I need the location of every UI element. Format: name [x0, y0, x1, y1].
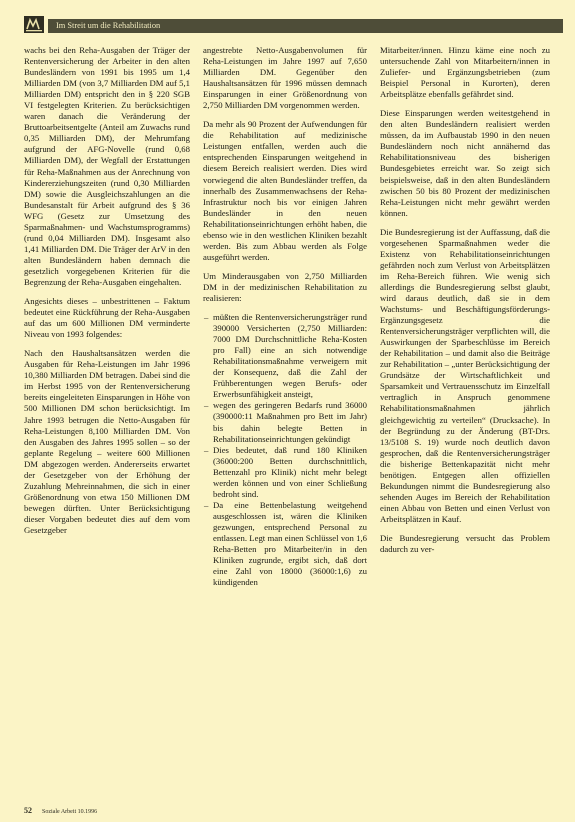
paragraph: Um Minderausgaben von 2,750 Milliarden DM in der medizinischen Rehabilitation zu realisieren: [203, 270, 367, 303]
paragraph: Nach den Haushaltsansätzen werden die Ausgaben für Reha-Leistungen im Jahr 1996 10,380 Milliarden DM betragen. Dabei sind die im Herbst 1995 von der Rentenversicherung bereits eingeleiteten Einsparungen in Höhe von 500 Millionen DM schon berücksichtigt. Im Jahre 1993 betrugen die Netto-Ausgaben für Reha-Leistungen 8,100 Milliarden DM. Von den Ausgaben des Jahres 1995 sollen – so der geplante Regelung – weitere 600 Millionen DM abgezogen werden. Andererseits erwartet der Gesetzgeber von der Erhöhung der Zuzahlung Mehreinnahmen, die sich in einer Größenordnung von etwa 150 Millionen DM bewegen dürften. Unter Berücksichtigung dieser Vorgaben bedeutet dies auf dem vom Gesetzgeber [24, 348, 190, 535]
text-column-3 [380, 45, 550, 799]
section-title: Im Streit um die Rehabilitation [56, 21, 161, 30]
paragraph: Die Bundesregierung versucht das Problem dadurch zu ver- [380, 532, 550, 555]
bullet-list [203, 312, 367, 588]
section-title-bar [48, 19, 563, 33]
text-column-1 [24, 45, 190, 799]
list-item: – Dies bedeutet, daß rund 180 Kliniken (36000:200 Betten durchschnittlich, Bettenzahl pro Klinik) nicht mehr belegt werden können und von einer Schließung bedroht sind. [213, 445, 367, 500]
paragraph: Diese Einsparungen werden weitestgehend in den alten Bundesländern realisiert werden müssen, da im Aufbaustab 1990 in den neuen Bundesländern noch nicht annähernd das Rehabilitationsniveau des bisherigen Bundesgebietes erreicht war. So zeigt sich beispielsweise, daß in den alten Bundesländern zwischen 50 bis 80 Prozent der medizinischen Reha-Leistungen nicht mehr gewährt werden können. [380, 108, 550, 218]
list-item: – wegen des geringeren Bedarfs rund 36000 (390000:11 Maßnahmen pro Bett im Jahr) bis dahin belegte Betten in Rehabilitationseinrichtungen gekündigt [213, 400, 367, 444]
page-header [24, 15, 563, 37]
list-item: – Da eine Bettenbelastung weitgehend ausgeschlossen ist, wären die Kliniken gezwungen, entsprechend Personal zu entlassen. Legt man einen Schlüssel von 1,6 Reha-Betten pro Mitarbeiter/in in den Kliniken zugrunde, ergibt sich, daß dort eine Zahl von 18000 (36000:1,6) zu kündigenden [213, 500, 367, 588]
text-column-2 [203, 45, 367, 799]
paragraph: angestrebte Netto-Ausgabenvolumen für Reha-Leistungen im Jahre 1997 auf 7,650 Milliarden DM. Gegenüber den Haushaltsansätzen für 1996 müssen demnach Einsparungen in einer Größenordnung von 2,750 Milliarden DM vorgenommen werden. [203, 45, 367, 111]
list-item: – müßten die Rentenversicherungsträger rund 390000 Versicherten (2,750 Milliarden: 7000 DM Durchschnittliche Reha-Kosten pro Fall) eine an sich notwendige Rehabilitationsmaßnahme verweigern mit der Konsequenz, daß die Zahl der Frühberentungen wegen Berufs- oder Erwerbsunfähigkeit ansteigt, [213, 312, 367, 400]
paragraph: Mitarbeiter/innen. Hinzu käme eine noch zu untersuchende Zahl von Mitarbeitern/innen in Zuliefer- und Ergänzungsbetrieben (zum Beispiel Personal in Kurorten), deren Arbeitsplätze ebenfalls gefährdet sind. [380, 45, 550, 100]
source-line: Soziale Arbeit 10.1996 [42, 809, 98, 815]
paragraph: Da mehr als 90 Prozent der Aufwendungen für die Rehabilitation auf medizinische Leistungen entfallen, werden auch die entsprechenden Einsparungen weitgehend in diesem Bereich realisiert werden. Dies wird vorwiegend die alten Bundesländer treffen, da innerhalb des Zusammenwachsens der Reha-Infrastruktur noch bis vor einigen Jahren Bundesländer in den neuen Rehabilitationseinrichtungen erhöht haben, die ebenso wie in den westlichen Kliniken bezahlt werden. Bis zum Abbau werden als Folge ausgeführt werden. [203, 119, 367, 262]
paragraph: Angesichts dieses – unbestrittenen – Faktum bedeutet eine Rückführung der Reha-Ausgaben auf das um 600 Millionen DM verminderte Niveau von 1993 folgendes: [24, 296, 190, 340]
page-number: 52 [24, 806, 32, 815]
paragraph: wachs bei den Reha-Ausgaben der Träger der Rentenversicherung der Arbeiter in den alten Bundesländern von 1991 bis 1995 um 1,4 Milliarden DM (von 3,7 Milliarden DM auf 5,1 Milliarden DM) entspricht den in § 220 SGB VI festgelegten Kriterien. Zu berücksichtigen waren danach die Veränderung der Bruttoarbeitsentgelte (Anteil am Zuwachs rund 0,35 Milliarden DM), der Mehrumfang aufgrund der AFG-Novelle (rund 0,68 Milliarden DM), der Wegfall der Erstattungen für Reha-Maßnahmen aus der Anrechnung von Kindererziehungszeiten (rund 0,30 Milliarden DM) sowie die Ausgleichszahlungen an die Bundesanstalt für Arbeit aufgrund des § 36 WFG (Gesetz zur Umsetzung des Sparmaßnahmen- und Wachstumsprogramms) (rund 0,04 Milliarden DM). Insgesamt also 1,41 Milliarden DM. Die Träger der ArV in den alten Bundesländern haben demnach die gesetzlich vorgegebenen Kriterien für die Begrenzung der Reha-Ausgaben eingehalten. [24, 45, 190, 287]
page-footer [24, 806, 97, 815]
paragraph: Die Bundesregierung ist der Auffassung, daß die vorgesehenen Sparmaßnahmen weder die Existenz von Rehabilitationseinrichtungen gefährden noch zum Verlust von Arbeitsplätzen im Reha-Bereich führen. Wie wenig sich allerdings die Bundesregierung selbst glaubt, wird daraus deutlich, daß sie in dem Wachstums- und Beschäftigungsförderungs-Ergänzungsgesetz die Rentenversicherungsträger verpflichten will, die Auswirkungen der Sparbeschlüsse im Bereich der Rehabilitation – und damit also die Beiträge zur Rehabilitation – „unter Berücksichtigung der Grundsätze der Wirtschaftlichkeit und Sparsamkeit und Vertrauensschutz im Einzelfall vertraglich in Anspruch genommene Rehabilitationsmaßnahmen jährlich gleichgewichtig zu verteilen“ (Drucksache). In der Begründung zu der Änderung (BT-Drs. 13/5108 S. 19) wurde noch deutlich davon gesprochen, daß die Rentenversicherungsträger die bisherige Bettenkapazität nicht mehr benötigen. Entgegen allen offiziellen Bekundungen nimmt die Bundesregierung also sehenden Auges im Bereich der Rehabilitation einen Abbau von Betten und einen Verlust von Arbeitsplätzen in Kauf. [380, 226, 550, 524]
magazine-logo-icon [24, 16, 44, 33]
